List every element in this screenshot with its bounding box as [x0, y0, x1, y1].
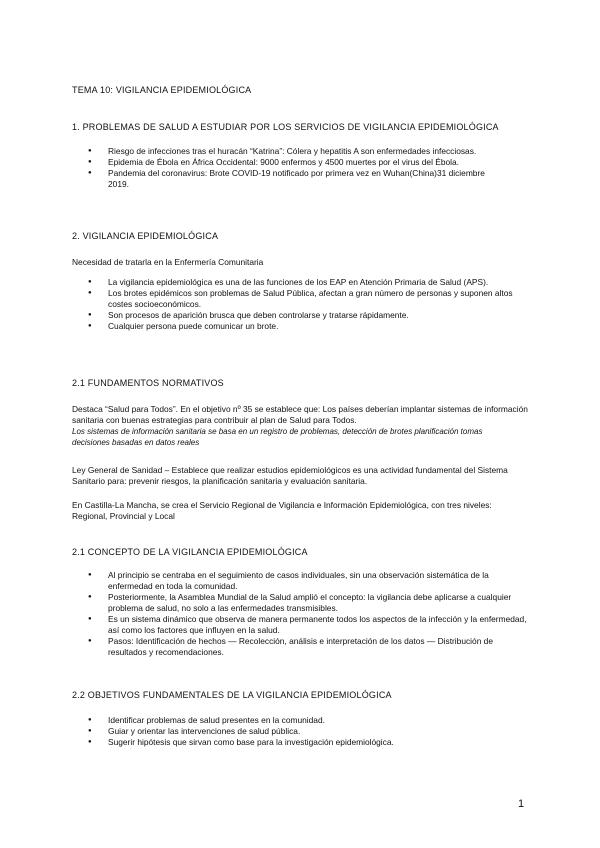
list-item: ● Al principio se centraba en el seguimiento de casos individuales, sin una observación sistemática de la enfermedad en toda la comunidad. — [72, 570, 533, 592]
section-2-2 — [72, 690, 532, 748]
document-title: TEMA 10: VIGILANCIA EPIDEMIOLÓGICA — [72, 85, 252, 95]
section-1-heading: 1. PROBLEMAS DE SALUD A ESTUDIAR POR LOS SERVICIOS DE VIGILANCIA EPIDEMIOLÓGICA — [72, 122, 499, 132]
list-item: ● Pandemia del coronavirus: Brote COVID-19 notificado por primera vez en Wuhan(China)31 diciembre 2019. — [72, 168, 508, 190]
list-item: ● Identificar problemas de salud presentes en la comunidad. — [72, 715, 533, 726]
section-2-list — [72, 277, 532, 332]
paragraph: En Castilla-La Mancha, se crea el Servicio Regional de Vigilancia e Información Epidemiológica, con tres niveles: Regional, Provincial y Local — [72, 500, 492, 521]
italic-paragraph: Los sistemas de información sanitaria se basa en un registro de problemas, detección de brotes planificación tomas decisiones basadas en datos reales — [72, 427, 483, 447]
paragraph: Ley General de Sanidad – Establece que realizar estudios epidemiológicos es una actividad fundamental del Sistema Sanitario para: prevenir riesgos, la planificación sanitaria y evaluación sanitaria. — [72, 465, 508, 486]
list-item: ● Sugerir hipótesis que sirvan como base para la investigación epidemiológica. — [72, 737, 533, 748]
section-1-list — [72, 146, 532, 190]
list-item: ● Guiar y orientar las intervenciones de salud pública. — [72, 726, 533, 737]
list-item: ● Los brotes epidémicos son problemas de Salud Pública, afectan a gran número de personas y suponen altos costes socioeconómicos. — [72, 288, 518, 310]
section-2-1-fundamentos — [72, 378, 532, 522]
list-item: ● Pasos: Identificación de hechos — Recolección, análisis e interpretación de los datos — Distribución de resultados y recomendaciones. — [72, 636, 533, 658]
section-2-1-concepto-heading: 2.1 CONCEPTO DE LA VIGILANCIA EPIDEMIOLÓGICA — [72, 547, 308, 557]
list-item: ● Epidemia de Ébola en África Occidental: 9000 enfermos y 4500 muertes por el virus del Ébola. — [72, 157, 528, 168]
list-item: ● Cualquier persona puede comunicar un brote. — [72, 321, 518, 332]
section-2 — [72, 231, 532, 332]
list-item: ● La vigilancia epidemiológica es una de las funciones de los EAP en Atención Primaria de Salud (APS). — [72, 277, 518, 288]
section-2-1-concepto-list — [72, 570, 532, 658]
section-2-heading: 2. VIGILANCIA EPIDEMIOLÓGICA — [72, 231, 219, 241]
list-item: ● Son procesos de aparición brusca que deben controlarse y tratarse rápidamente. — [72, 310, 518, 321]
list-item: ● Riesgo de infecciones tras el huracán “Katrina”: Cólera y hepatitis A son enfermedades infecciosas. — [72, 146, 498, 157]
list-item: ● Es un sistema dinámico que observa de manera permanente todos los aspectos de la infección y la enfermedad, así como los factores que influyen en la salud. — [72, 614, 533, 636]
page-number: 1 — [518, 798, 525, 810]
section-2-2-list — [72, 715, 532, 748]
list-item: ● Posteriormente, la Asamblea Mundial de la Salud amplió el concepto: la vigilancia debe aplicarse a cualquier problema de salud, no solo a las enfermedades transmisibles. — [72, 592, 533, 614]
paragraph: Destaca “Salud para Todos”. En el objetivo nº 35 se establece que: Los países deberían implantar sistemas de información sanitaria con buenas estrategias para contribuir al plan de Salud para Todos. — [72, 404, 528, 425]
section-2-1-concepto — [72, 547, 532, 658]
section-2-intro: Necesidad de tratarla en la Enfermería Comunitaria — [72, 257, 264, 267]
section-1 — [72, 122, 532, 190]
section-2-2-heading: 2.2 OBJETIVOS FUNDAMENTALES DE LA VIGILANCIA EPIDEMIOLÓGICA — [72, 690, 392, 700]
section-2-1-heading: 2.1 FUNDAMENTOS NORMATIVOS — [72, 378, 224, 388]
